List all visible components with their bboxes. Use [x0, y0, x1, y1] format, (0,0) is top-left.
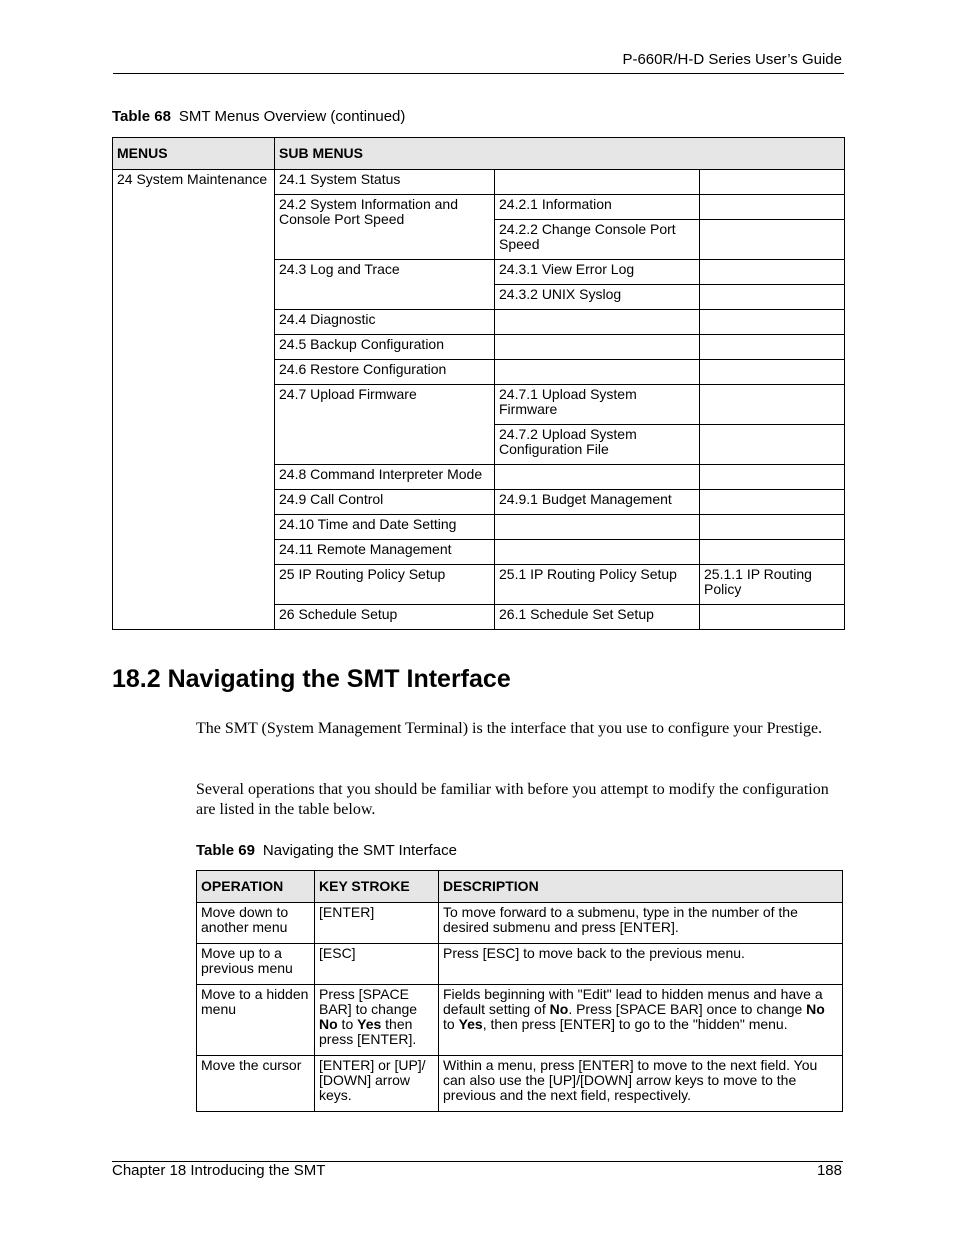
submenu-24-3-2: 24.3.2 UNIX Syslog: [495, 285, 700, 310]
desc-text: Fields beginning with "Edit" lead to hidden menus and have a default setting of: [443, 986, 823, 1017]
table-row: [197, 1056, 843, 1112]
empty-cell: [700, 310, 845, 335]
empty-cell: [700, 220, 845, 260]
empty-cell: [700, 285, 845, 310]
submenu-24-9: 24.9 Call Control: [275, 490, 495, 515]
menu-25: 25 IP Routing Policy Setup: [275, 565, 495, 605]
submenu-24-2-2: 24.2.2 Change Console Port Speed: [495, 220, 700, 260]
empty-cell: [700, 360, 845, 385]
table68-caption-text: SMT Menus Overview (continued): [178, 108, 406, 125]
submenu-24-7-2: 24.7.2 Upload System Configuration File: [495, 425, 700, 465]
smt-menus-table: [112, 137, 845, 630]
chapter-title: Chapter 18 Introducing the SMT: [112, 1162, 326, 1179]
key-stroke-cell: [ENTER] or [UP]/ [DOWN] arrow keys.: [315, 1056, 439, 1112]
empty-cell: [700, 465, 845, 490]
submenu-24-6: 24.6 Restore Configuration: [275, 360, 495, 385]
header-rule: [113, 73, 844, 74]
key-bold-no: No: [319, 1016, 338, 1032]
table69-caption: [196, 842, 457, 859]
desc-bold-no: No: [806, 1001, 825, 1017]
submenu-25-1-1: 25.1.1 IP Routing Policy: [700, 565, 845, 605]
submenu-24-7: 24.7 Upload Firmware: [275, 385, 495, 465]
operations-paragraph: Several operations that you should be familiar with before you attempt to modify the configuration are listed in the table below.: [196, 781, 829, 818]
key-stroke-cell: [315, 985, 439, 1056]
operation-cell: Move up to a previous menu: [197, 944, 315, 985]
col-key-stroke: KEY STROKE: [315, 871, 439, 903]
empty-cell: [700, 515, 845, 540]
key-text: then press [ENTER].: [319, 1016, 417, 1047]
submenu-24-7-1: 24.7.1 Upload System Firmware: [495, 385, 700, 425]
description-cell: Within a menu, press [ENTER] to move to the next field. You can also use the [UP]/[DOWN] arrow keys to move to the previous and the next field, respectively.: [439, 1056, 843, 1112]
submenu-24-11: 24.11 Remote Management: [275, 540, 495, 565]
table69-caption-text: Navigating the SMT Interface: [262, 842, 457, 859]
table68-caption: [112, 108, 405, 125]
table-row: [197, 903, 843, 944]
submenu-24-3-1: 24.3.1 View Error Log: [495, 260, 700, 285]
col-sub-menus: SUB MENUS: [275, 138, 845, 170]
empty-cell: [700, 385, 845, 425]
table-row: [197, 985, 843, 1056]
submenu-24-9-1: 24.9.1 Budget Management: [495, 490, 700, 515]
empty-cell: [495, 465, 700, 490]
intro-paragraph: The SMT (System Management Terminal) is the interface that you use to configure your Prestige.: [196, 720, 823, 737]
empty-cell: [700, 195, 845, 220]
table68-label: Table 68: [112, 108, 171, 125]
description-cell: Press [ESC] to move back to the previous menu.: [439, 944, 843, 985]
col-description: DESCRIPTION: [439, 871, 843, 903]
col-operation: OPERATION: [197, 871, 315, 903]
empty-cell: [495, 310, 700, 335]
empty-cell: [700, 540, 845, 565]
key-stroke-cell: [ENTER]: [315, 903, 439, 944]
desc-text: , then press [ENTER] to go to the "hidden" menu.: [482, 1016, 788, 1032]
desc-text: to: [443, 1016, 459, 1032]
submenu-24-2: 24.2 System Information and Console Port Speed: [275, 195, 495, 260]
key-text: to: [337, 1016, 358, 1032]
submenu-24-8: 24.8 Command Interpreter Mode: [275, 465, 495, 490]
key-bold-yes: Yes: [357, 1016, 382, 1032]
menu-26: 26 Schedule Setup: [275, 605, 495, 630]
submenu-25-1: 25.1 IP Routing Policy Setup: [495, 565, 700, 605]
description-cell: [439, 985, 843, 1056]
table-row: [197, 944, 843, 985]
empty-cell: [700, 425, 845, 465]
key-text: Press [SPACE BAR] to change: [319, 986, 418, 1017]
empty-cell: [495, 335, 700, 360]
table69-label: Table 69: [196, 842, 255, 859]
operation-cell: Move the cursor: [197, 1056, 315, 1112]
col-menus: MENUS: [113, 138, 275, 170]
desc-bold-no: No: [549, 1001, 569, 1017]
submenu-24-2-1: 24.2.1 Information: [495, 195, 700, 220]
empty-cell: [495, 540, 700, 565]
empty-cell: [495, 360, 700, 385]
desc-bold-yes: Yes: [458, 1016, 483, 1032]
submenu-24-5: 24.5 Backup Configuration: [275, 335, 495, 360]
empty-cell: [700, 335, 845, 360]
desc-text: . Press [SPACE BAR] once to change: [568, 1001, 807, 1017]
operation-cell: Move to a hidden menu: [197, 985, 315, 1056]
empty-cell: [700, 170, 845, 195]
empty-cell: [700, 605, 845, 630]
empty-cell: [495, 170, 700, 195]
submenu-24-1: 24.1 System Status: [275, 170, 495, 195]
menu-24: 24 System Maintenance: [113, 170, 275, 630]
navigation-table: [196, 870, 843, 1112]
description-cell: To move forward to a submenu, type in the number of the desired submenu and press [ENTER].: [439, 903, 843, 944]
submenu-26-1: 26.1 Schedule Set Setup: [495, 605, 700, 630]
submenu-24-3: 24.3 Log and Trace: [275, 260, 495, 310]
section-heading: 18.2 Navigating the SMT Interface: [112, 665, 511, 693]
submenu-24-4: 24.4 Diagnostic: [275, 310, 495, 335]
operation-cell: Move down to another menu: [197, 903, 315, 944]
page-number: 188: [816, 1162, 842, 1179]
empty-cell: [495, 515, 700, 540]
submenu-24-10: 24.10 Time and Date Setting: [275, 515, 495, 540]
key-stroke-cell: [ESC]: [315, 944, 439, 985]
empty-cell: [700, 260, 845, 285]
empty-cell: [700, 490, 845, 515]
guide-title: P-660R/H-D Series User’s Guide: [622, 51, 842, 68]
